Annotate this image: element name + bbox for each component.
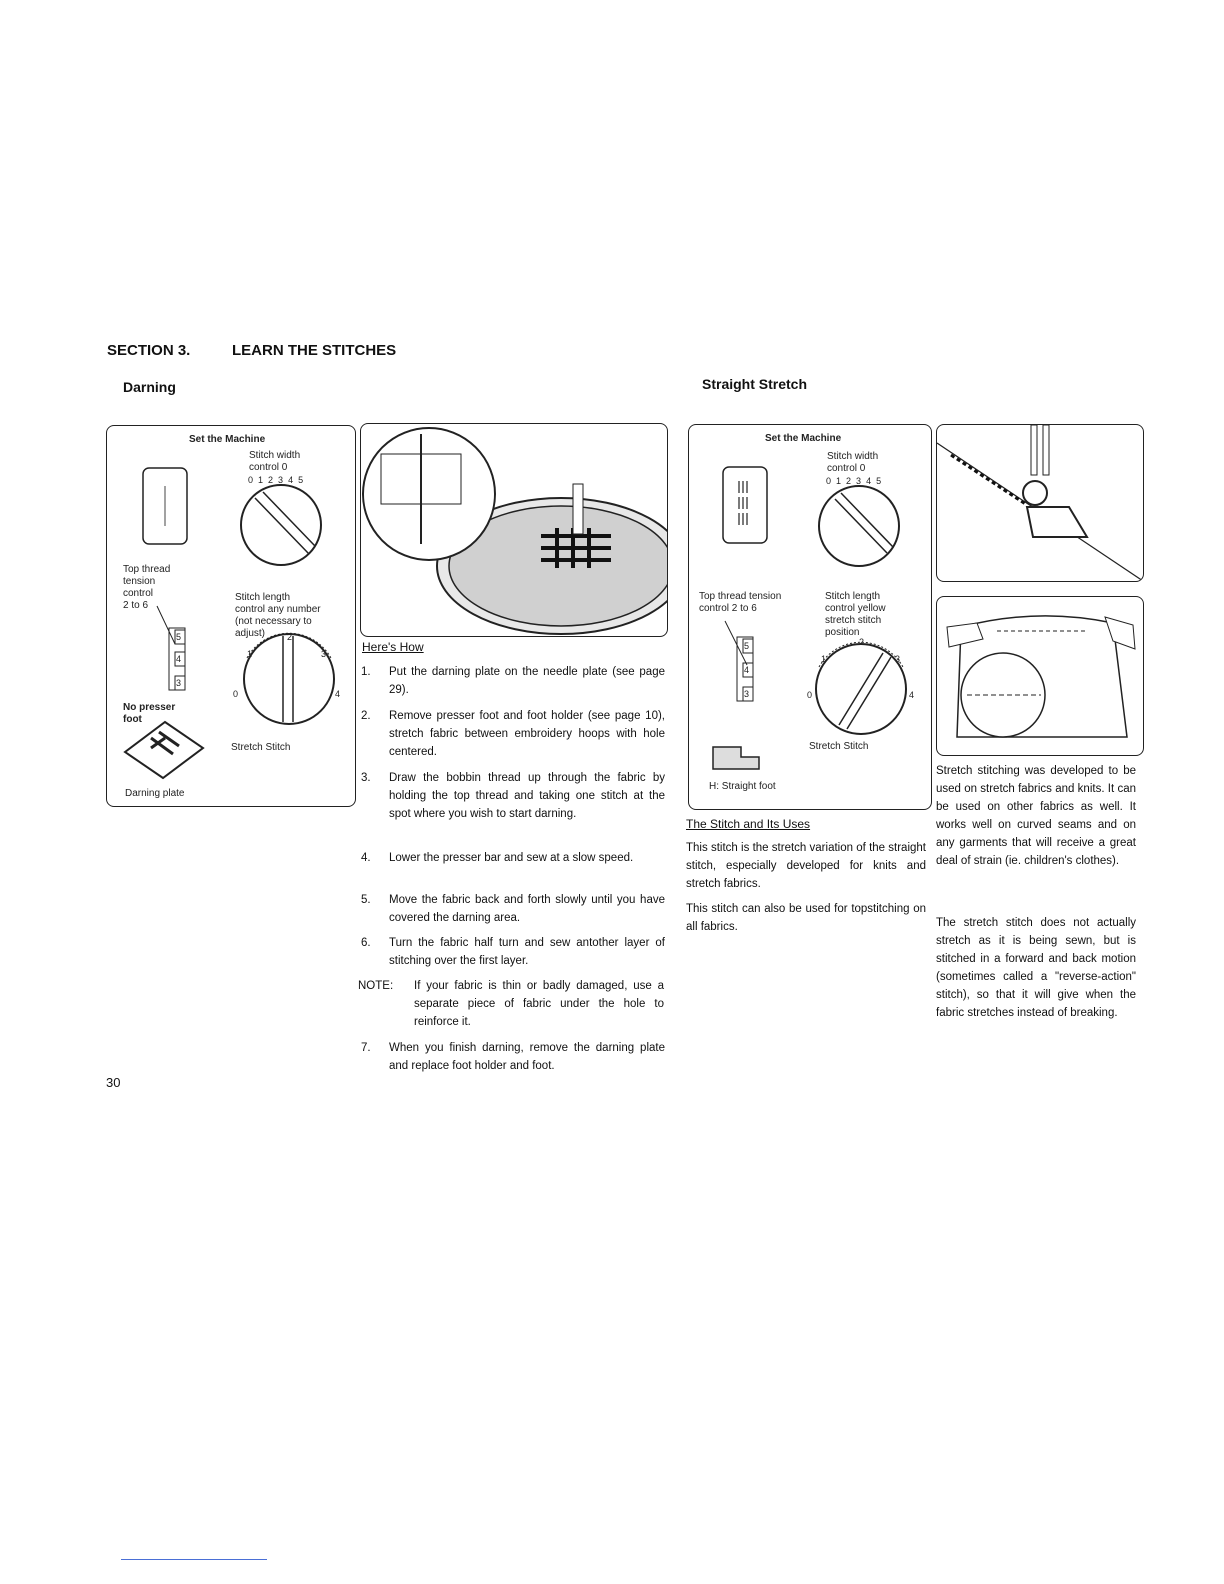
length-tick-3: 3 [895,654,901,664]
step-number: 7. [361,1042,371,1054]
selector-mark-5: 5 [176,632,182,642]
straight-stretch-heading: Straight Stretch [702,376,808,392]
fabric-stretch-illustration [936,596,1144,756]
length-tick-4: 4 [909,690,915,700]
step-7 [361,1039,666,1079]
hands-stretching-fabric [937,597,1143,755]
step-number: 6. [361,937,371,949]
length-tick-0: 0 [233,689,239,699]
stitch-length-label: Stitch length control any number (not necessary to adjust) [235,592,321,639]
no-presser-foot-label: No presser foot [123,702,176,725]
step-number: 1. [361,666,371,678]
step-1 [361,663,666,703]
top-thread-label: Top thread tension control 2 to 6 [123,564,171,611]
stretch-paragraph-2: The stretch stitch does not actually stretch as it is being sewn, but is stitched in a forward and back motion (sometimes called a "reverse-action" stitch), so that it will give when the fabric stretches instead of breaking. [936,917,1136,1019]
selector-mark-3: 3 [744,689,750,699]
step-number: 5. [361,894,371,906]
stitching-illustration [937,425,1143,581]
length-tick-2: 2 [859,637,865,647]
step-4 [361,849,666,889]
presser-foot-illustration [936,424,1144,582]
darning-plate-label: Darning plate [125,788,185,799]
step-number: 3. [361,772,371,784]
heres-how-heading: Here's How [362,640,424,654]
set-machine-label: Set the Machine [765,433,842,444]
step-text: When you finish darning, remove the darning plate and replace foot holder and foot. [389,1042,665,1072]
step-number: 2. [361,710,371,722]
step-2 [361,707,666,767]
selector-mark-3: 3 [176,678,182,688]
stretch-stitch-label: Stretch Stitch [809,741,869,752]
stretch-paragraph-1: Stretch stitching was developed to be used on stretch fabrics and knits. It can be used on other fabrics as well. It works well on curved seams and on any garments that will receive a great deal of strain (ie. children's clothes). [936,765,1136,867]
step-text: Move the fabric back and forth slowly until you have covered the darning area. [389,894,665,924]
length-tick-4: 4 [335,689,341,699]
section-number: SECTION 3. [107,342,191,359]
top-thread-label: Top thread tension control 2 to 6 [699,591,782,614]
stretch-panel-drawings [689,425,931,809]
stitch-width-label: Stitch width control 0 [249,450,301,473]
stretch-stitch-label: Stretch Stitch [231,742,291,753]
darning-settings-panel [106,425,356,807]
step-number: 4. [361,852,371,864]
footnote-rule [121,1559,267,1560]
uses-heading: The Stitch and Its Uses [686,817,811,831]
step-text: Turn the fabric half turn and sew antother layer of stitching over the first layer. [389,937,665,967]
note-text: If your fabric is thin or badly damaged, use a separate piece of fabric under the hole to reinforce it. [414,980,664,1028]
stretch-settings-panel [688,424,932,810]
set-machine-label: Set the Machine [189,434,266,445]
selector-mark-4: 4 [176,654,182,664]
uses-paragraph-2: This stitch can also be used for topstitching on all fabrics. [686,903,926,933]
embroidery-hoop-illustration [361,424,667,636]
darning-panel-drawings [107,426,355,806]
darning-illustration [360,423,668,637]
section-title: LEARN THE STITCHES [232,342,397,359]
length-tick-1: 1 [247,649,253,659]
note-label: NOTE: [358,980,394,992]
step-6 [361,934,666,974]
width-dial-ticks: 012345 [248,475,309,485]
selector-mark-4: 4 [744,665,750,675]
stitch-width-label: Stitch width control 0 [827,451,879,474]
stitch-length-label: Stitch length control yellow stretch stitch position [825,591,886,638]
straight-foot-label: H: Straight foot [709,781,776,792]
step-text: Draw the bobbin thread up through the fabric by holding the top thread and taking one stitch at the spot where you wish to start darning. [389,772,665,820]
step-text: Lower the presser bar and sew at a slow speed. [389,852,634,864]
page-number: 30 [106,1075,121,1090]
step-3 [361,769,666,845]
uses-paragraph-1: This stitch is the stretch variation of the straight stitch, especially developed for knits and stretch fabrics. [686,842,926,890]
step-5 [361,891,666,931]
note [358,977,666,1035]
darning-heading: Darning [123,379,176,395]
length-tick-3: 3 [321,649,327,659]
length-tick-0: 0 [807,690,813,700]
width-dial-ticks: 012345 [826,476,887,486]
step-text: Remove presser foot and foot holder (see page 10), stretch fabric between embroidery hoops with hole centered. [389,710,665,758]
length-tick-1: 1 [821,654,827,664]
selector-mark-5: 5 [744,641,750,651]
step-text: Put the darning plate on the needle plate (see page 29). [389,666,665,696]
length-tick-2: 2 [287,632,293,642]
